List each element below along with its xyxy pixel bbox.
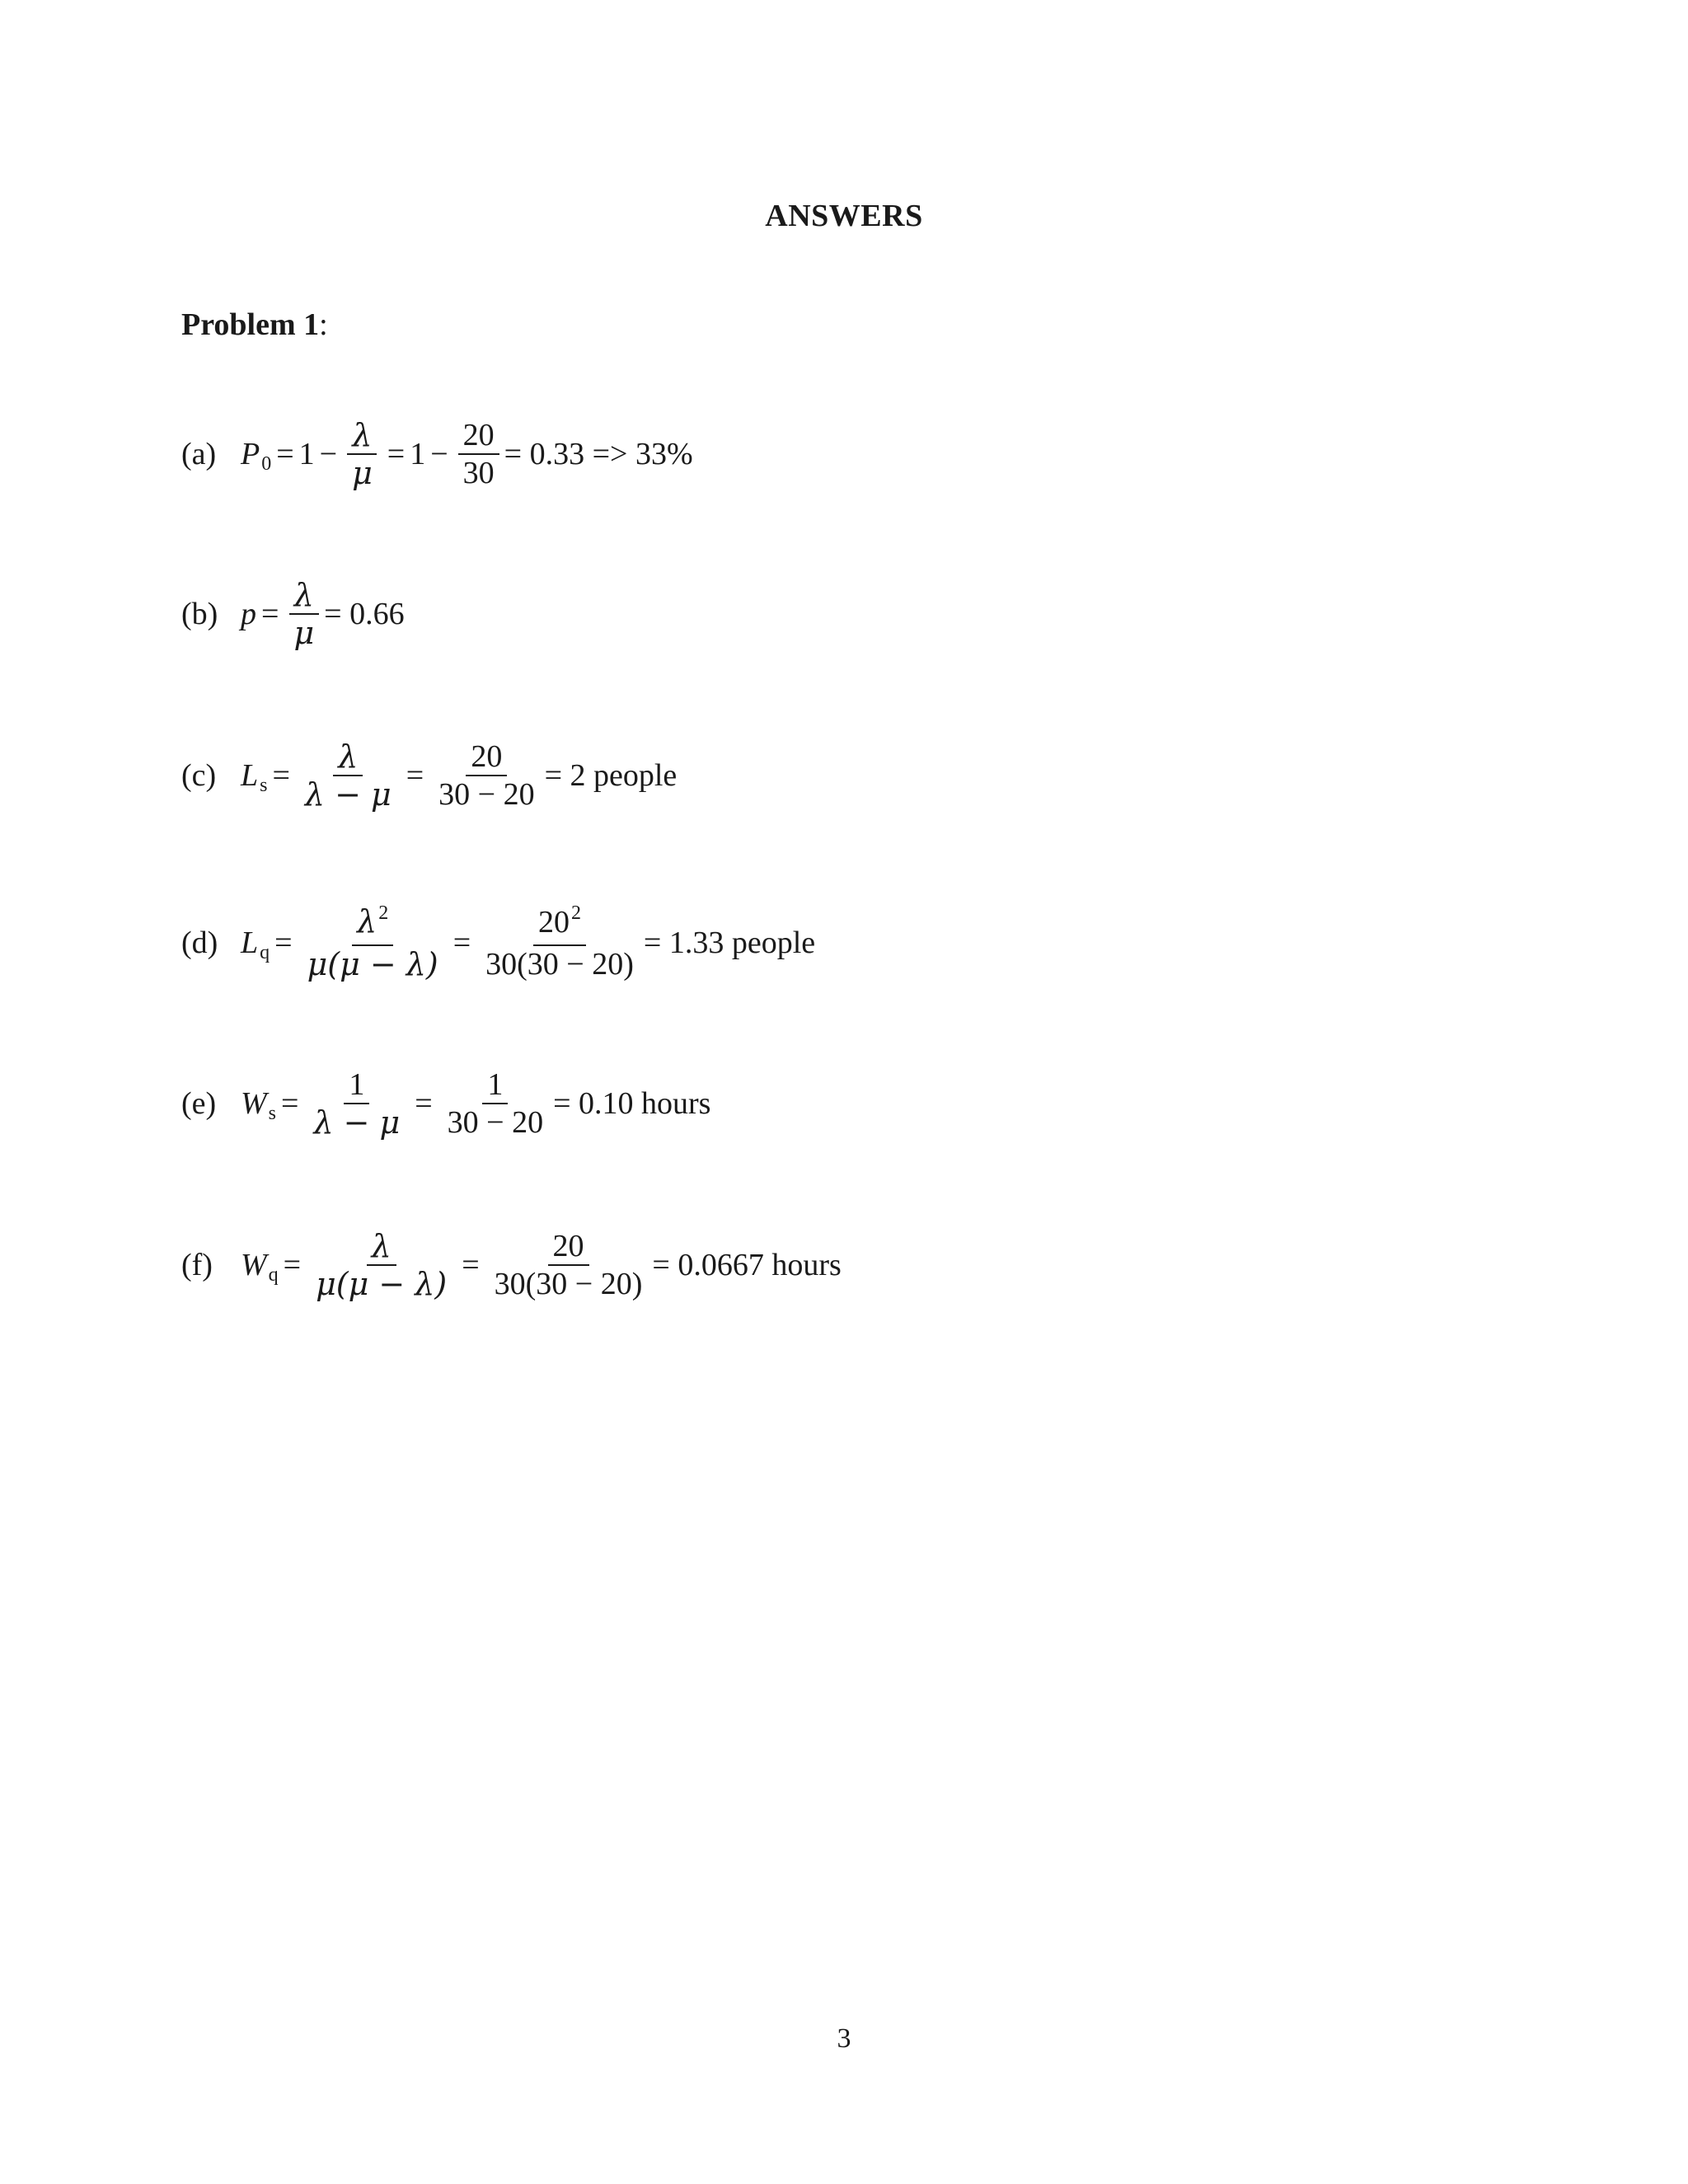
equation-d-equals-2: = <box>452 926 471 960</box>
equation-c-subscript: s <box>260 774 268 796</box>
equation-f-label: (f) <box>181 1248 213 1282</box>
equation-d-result: = 1.33 people <box>643 926 816 960</box>
equation-c <box>181 738 677 813</box>
equation-c-fraction-2-numerator: 20 <box>466 738 507 776</box>
equation-d-fraction-1-numerator-base: λ <box>357 903 377 940</box>
equation-c-label: (c) <box>181 758 217 793</box>
equation-a-label: (a) <box>181 437 217 471</box>
equation-d-fraction-2-numerator <box>533 904 586 946</box>
equation-a <box>181 417 693 491</box>
equation-b <box>181 577 405 651</box>
equation-a-equals-1: = <box>276 437 294 471</box>
equation-e-label: (e) <box>181 1086 217 1121</box>
equation-d-equals-1: = <box>274 926 293 960</box>
equation-b-fraction-numerator: λ <box>289 577 319 615</box>
equation-a-fraction-2 <box>458 417 499 491</box>
equation-d-subscript: q <box>260 941 270 963</box>
equation-e-fraction-2-denominator: 30 − 20 <box>447 1105 544 1140</box>
equation-f-subscript: q <box>268 1263 279 1286</box>
equation-f-fraction-1-denominator: μ(μ − λ) <box>316 1266 448 1302</box>
equation-e-fraction-1 <box>308 1066 405 1141</box>
equation-d-fraction-2 <box>481 904 639 982</box>
equation-f-equals-2: = <box>462 1248 480 1282</box>
equation-c-fraction-2 <box>434 738 539 813</box>
equation-c-variable: L <box>241 758 259 793</box>
equation-c-fraction-1-denominator: λ − μ <box>304 776 392 813</box>
problem-title-bold: Problem 1 <box>181 307 320 342</box>
page-heading: ANSWERS <box>765 199 923 233</box>
page-number: 3 <box>837 2023 851 2054</box>
equation-b-result: = 0.66 <box>324 597 405 631</box>
equation-a-fraction-2-denominator: 30 <box>462 456 495 490</box>
equation-f <box>181 1228 842 1302</box>
equation-e-variable: W <box>241 1086 267 1121</box>
equation-f-equals-1: = <box>283 1248 302 1282</box>
equation-e-subscript: s <box>268 1102 276 1124</box>
equation-e-fraction-1-denominator: λ − μ <box>313 1104 401 1141</box>
equation-b-label: (b) <box>181 597 218 631</box>
equation-e-fraction-2 <box>443 1066 548 1141</box>
equation-d-fraction-2-denominator: 30(30 − 20) <box>485 946 634 982</box>
equation-d-fraction-1-numerator <box>352 903 393 946</box>
equation-d-fraction-2-numerator-base: 20 <box>538 904 570 940</box>
equation-c-result: = 2 people <box>544 758 678 793</box>
equation-a-variable: P <box>241 437 260 471</box>
equation-e-equals-1: = <box>281 1086 299 1121</box>
equation-c-equals-1: = <box>272 758 290 793</box>
equation-f-fraction-1-numerator: λ <box>367 1228 396 1266</box>
equation-a-equals-2: = <box>387 437 406 471</box>
equation-a-fraction-1-denominator: μ <box>352 455 373 491</box>
equation-b-fraction <box>288 577 319 651</box>
equation-d <box>181 903 815 982</box>
equation-a-fraction-1 <box>347 417 377 491</box>
equation-d-label: (d) <box>181 926 218 960</box>
equation-a-result: = 0.33 => 33% <box>504 437 693 471</box>
equation-a-minus-2: − <box>430 437 448 471</box>
equation-f-fraction-2-denominator: 30(30 − 20) <box>494 1267 643 1301</box>
equation-a-fraction-1-numerator: λ <box>347 417 377 455</box>
equation-b-equals: = <box>261 597 279 631</box>
equation-d-fraction-1-denominator: μ(μ − λ) <box>307 946 438 982</box>
equation-c-equals-2: = <box>406 758 424 793</box>
equation-d-variable: L <box>241 926 259 960</box>
equation-a-one-2: 1 <box>410 437 426 471</box>
equation-b-variable: p <box>241 597 256 631</box>
equation-c-fraction-1-numerator: λ <box>333 738 363 776</box>
equation-e-result: = 0.10 hours <box>553 1086 711 1121</box>
equation-f-fraction-2-numerator: 20 <box>548 1228 589 1266</box>
equation-f-fraction-2 <box>490 1228 648 1302</box>
equation-d-fraction-2-numerator-exponent: 2 <box>571 902 582 924</box>
equation-d-fraction-1 <box>302 903 443 982</box>
equation-e-fraction-2-numerator: 1 <box>482 1066 508 1104</box>
equation-c-fraction-2-denominator: 30 − 20 <box>438 777 535 812</box>
equation-e-equals-2: = <box>415 1086 433 1121</box>
problem-title <box>181 307 328 343</box>
equation-f-fraction-1 <box>311 1228 452 1302</box>
equation-a-one-1: 1 <box>298 437 315 471</box>
equation-f-variable: W <box>241 1248 267 1282</box>
equation-c-fraction-1 <box>300 738 396 813</box>
equation-e <box>181 1066 710 1141</box>
equation-e-fraction-1-numerator: 1 <box>344 1066 369 1104</box>
equation-d-fraction-1-numerator-exponent: 2 <box>378 902 389 924</box>
problem-title-suffix: : <box>319 307 328 342</box>
equation-f-result: = 0.0667 hours <box>652 1248 842 1282</box>
equation-a-subscript: 0 <box>261 452 272 475</box>
equation-a-fraction-2-numerator: 20 <box>458 417 499 455</box>
equation-a-minus-1: − <box>319 437 338 471</box>
equation-b-fraction-denominator: μ <box>293 615 315 651</box>
